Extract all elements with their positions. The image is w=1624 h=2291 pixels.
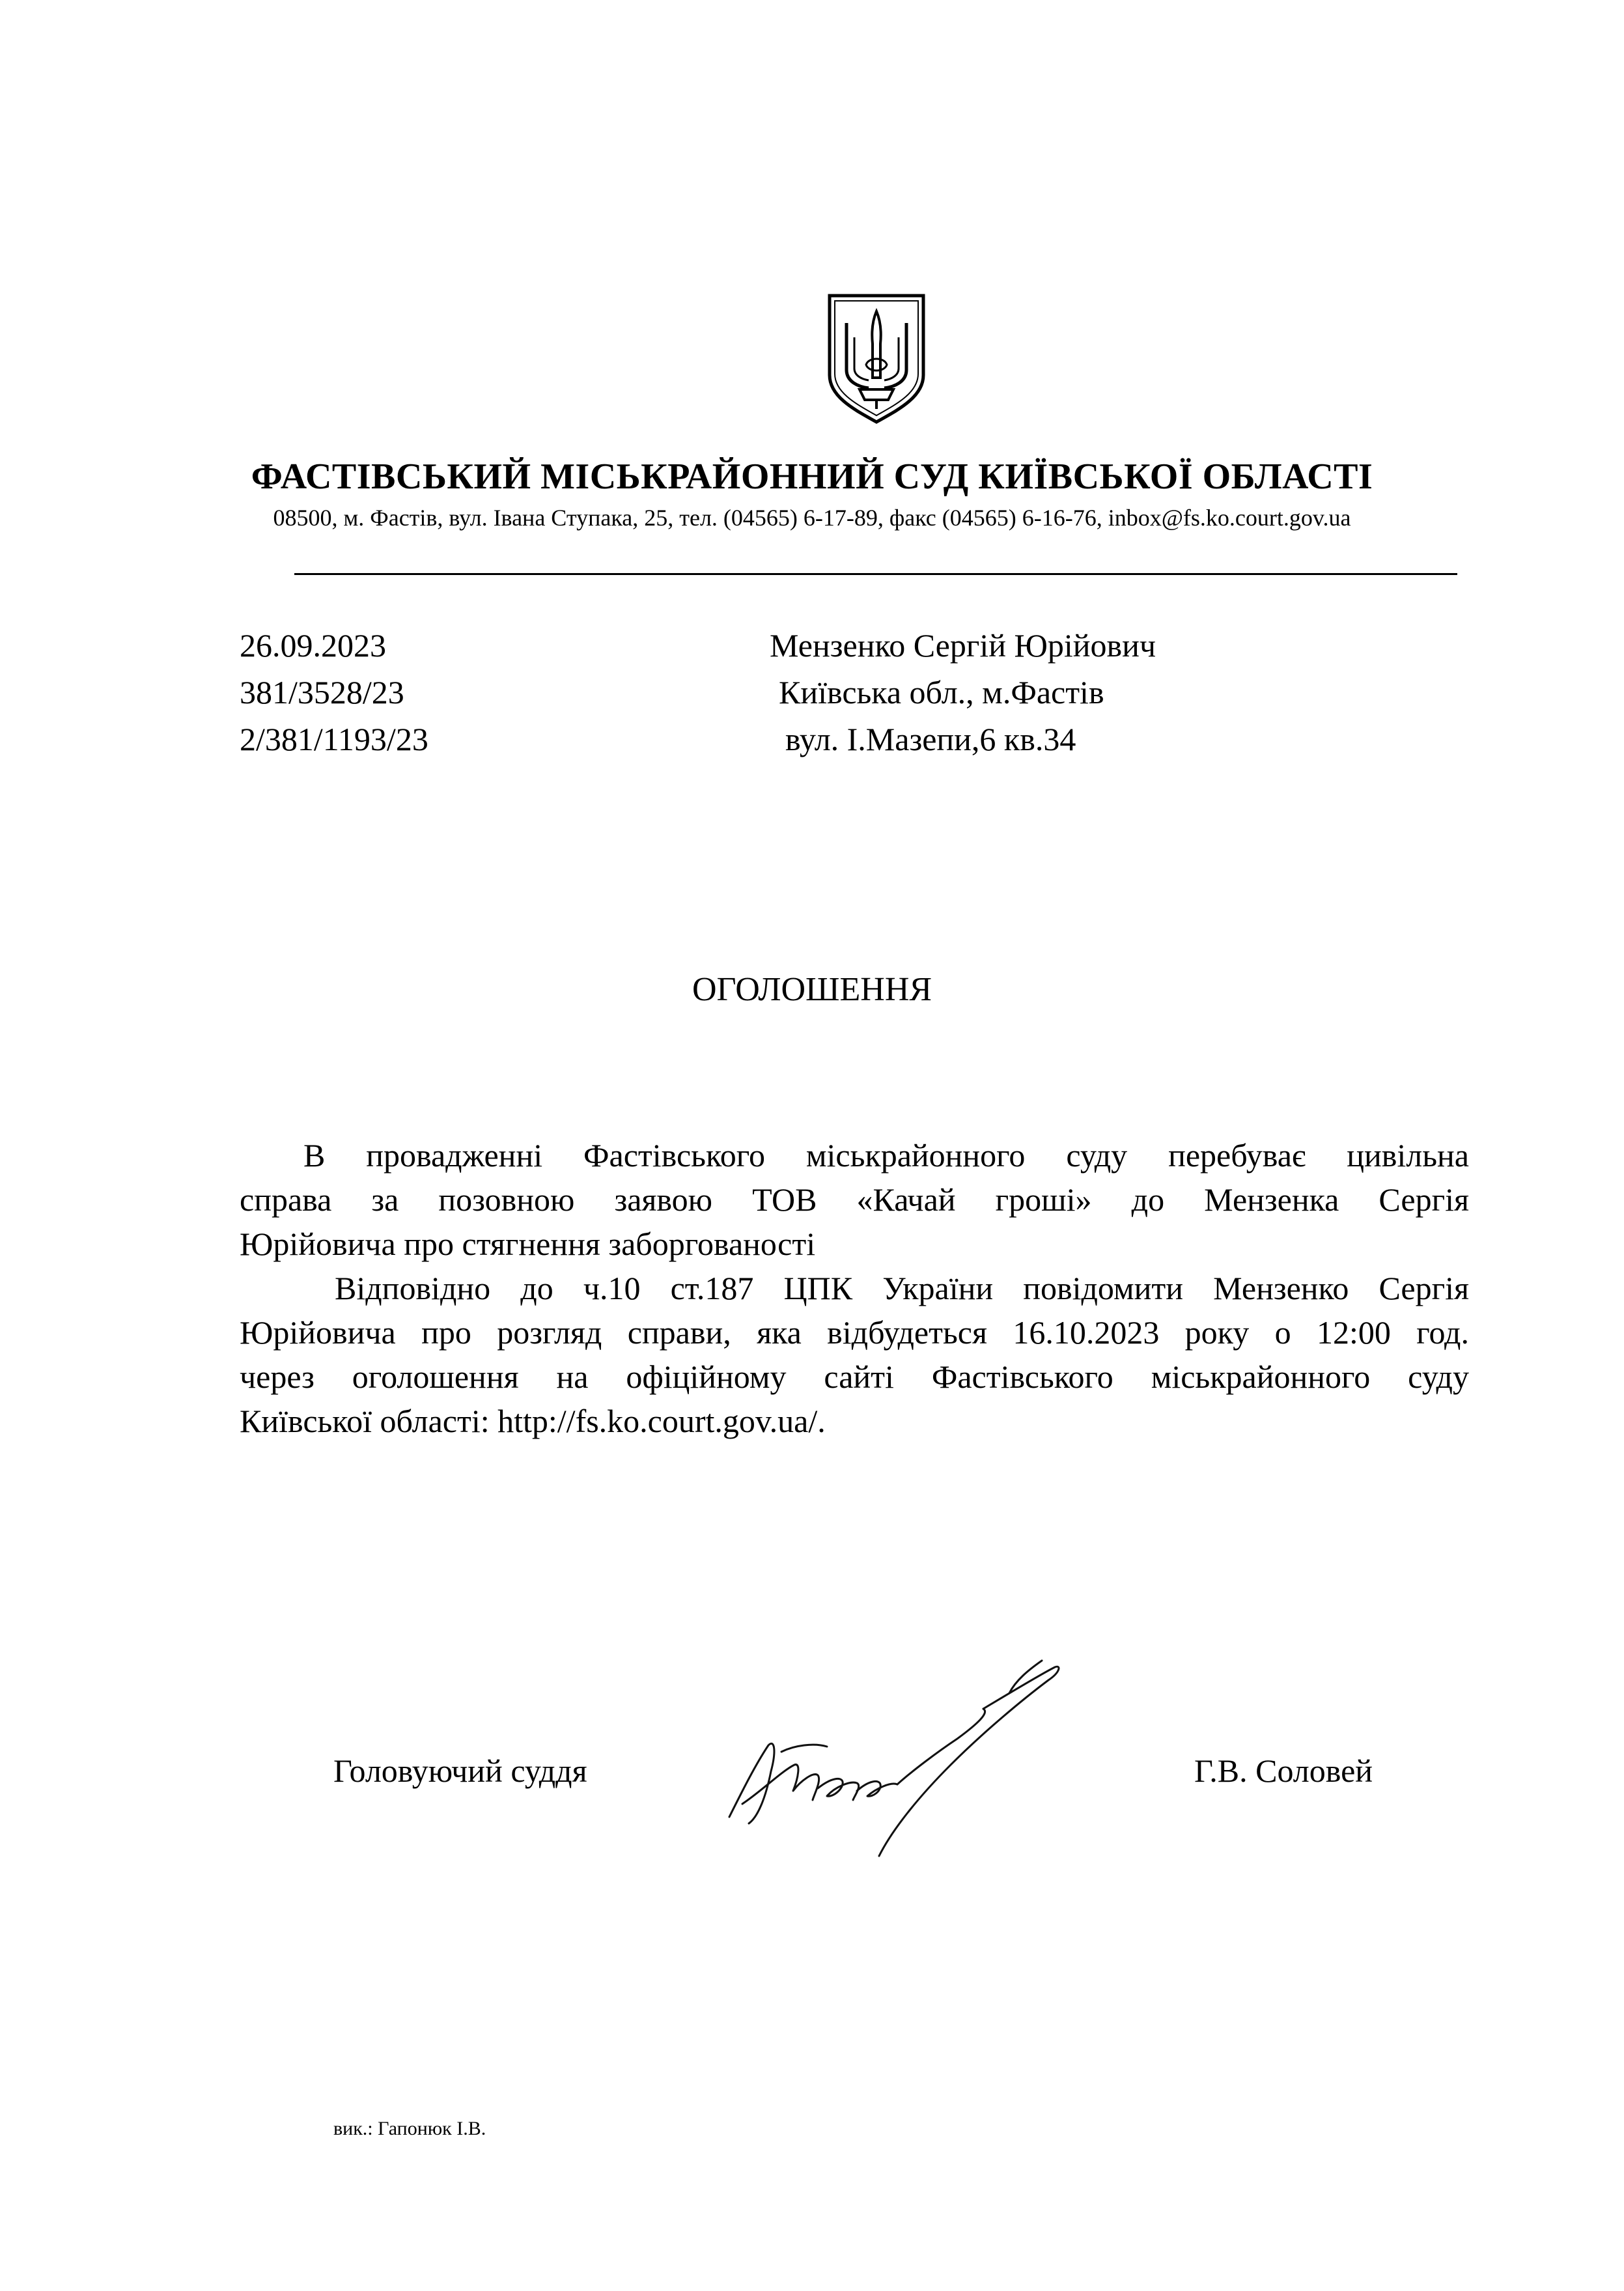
- document-date: 26.09.2023: [240, 627, 386, 664]
- body-line: справа за позовною заявою ТОВ «Качай гроші» до Мензенка Сергія: [240, 1181, 1469, 1218]
- recipient-name: Мензенко Сергій Юрійович: [770, 627, 1156, 664]
- recipient-block: [770, 622, 1156, 763]
- recipient-region-city: Київська обл., м.Фастів: [779, 674, 1104, 710]
- body-line: Київської області: http://fs.ko.court.gov.ua/.: [240, 1403, 826, 1439]
- executor-note: вик.: Гапонюк І.В.: [333, 2118, 486, 2139]
- case-number: 2/381/1193/23: [240, 721, 428, 757]
- header-divider: [294, 573, 1457, 575]
- signatory-role: Головуючий суддя: [333, 1752, 587, 1789]
- trident-coat-of-arms-icon: [826, 292, 927, 425]
- handwritten-signature: [703, 1641, 1068, 1876]
- announcement-body: [240, 1133, 1469, 1443]
- outgoing-number: 381/3528/23: [240, 674, 404, 710]
- body-line: В провадженні Фастівського міськрайонного суду перебуває цивільна: [303, 1137, 1469, 1174]
- court-address: 08500, м. Фастів, вул. Івана Ступака, 25, тел. (04565) 6-17-89, факс (04565) 6-16-76, inbox@fs.ko.court.gov.ua: [273, 505, 1351, 531]
- body-line: Юрійовича про розгляд справи, яка відбудеться 16.10.2023 року о 12:00 год.: [240, 1314, 1469, 1351]
- court-name: ФАСТІВСЬКИЙ МІСЬКРАЙОННИЙ СУД КИЇВСЬКОЇ ОБЛАСТІ: [251, 457, 1373, 497]
- body-line: Юрійовича про стягнення заборгованості: [240, 1226, 816, 1262]
- reference-block: [240, 622, 428, 763]
- body-line: Відповідно до ч.10 ст.187 ЦПК України повідомити Мензенко Сергія: [335, 1270, 1469, 1306]
- recipient-street: вул. І.Мазепи,6 кв.34: [785, 721, 1076, 757]
- document-title: ОГОЛОШЕННЯ: [692, 971, 932, 1008]
- signatory-name: Г.В. Соловей: [1194, 1752, 1373, 1789]
- body-line: через оголошення на офіційному сайті Фастівського міськрайонного суду: [240, 1358, 1469, 1395]
